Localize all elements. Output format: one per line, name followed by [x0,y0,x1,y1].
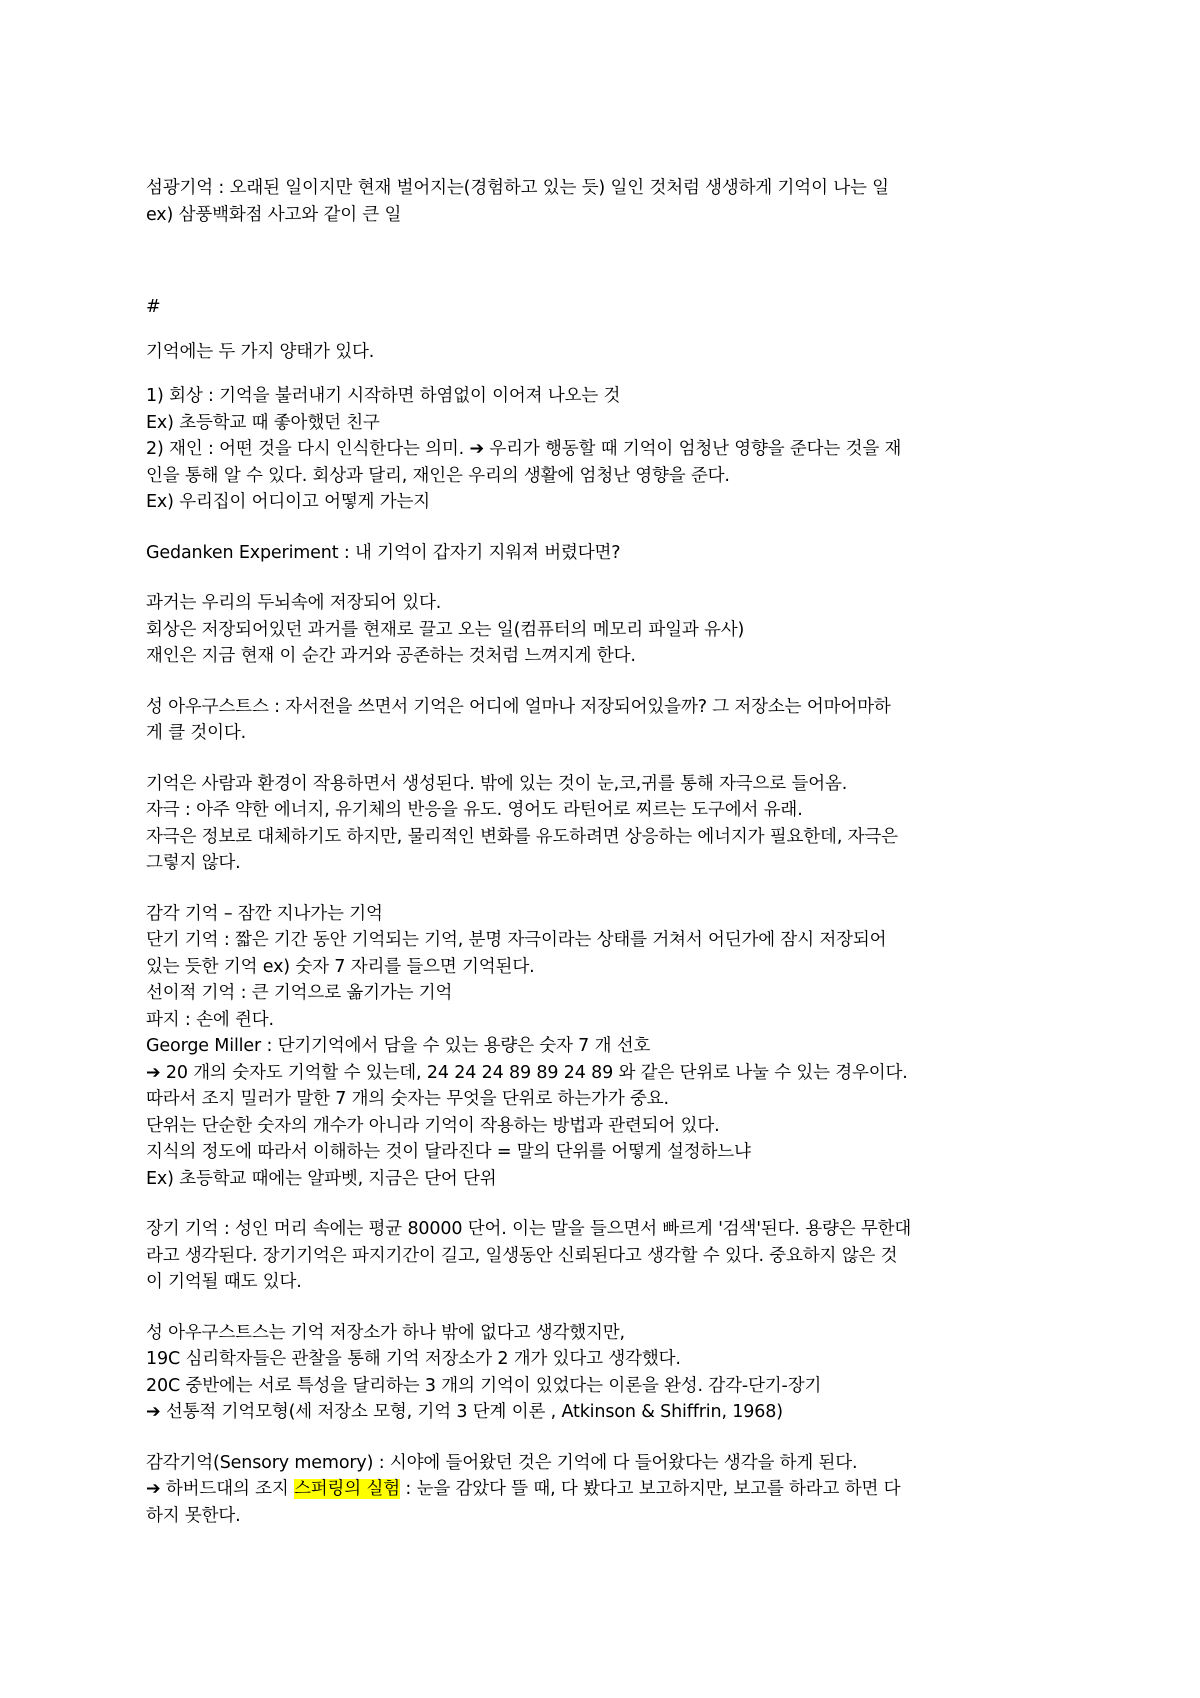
text-line: George Miller : 단기기억에서 담을 수 있는 용량은 숫자 7 개 선호 [146,1036,651,1056]
paragraph-memory-model-history [146,1320,1080,1426]
text-line: 선이적 기억 : 큰 기억으로 옮기가는 기억 [146,983,453,1003]
text-fragment: ➔ 하버드대의 조지 [146,1479,295,1499]
text-line: 기억에는 두 가지 양태가 있다. [146,341,375,362]
text-line: 섬광기억 : 오래된 일이지만 현재 벌어지는(경험하고 있는 듯) 일인 것처럼 생생하게 기억이 나는 일 [146,178,889,198]
text-line: 인을 통해 알 수 있다. 회상과 달리, 재인은 우리의 생활에 엄청난 영향을 준다. [146,465,730,486]
text-line: 20C 중반에는 서로 특성을 달리하는 3 개의 기억이 있었다는 이론을 완성. 감각-단기-장기 [146,1375,822,1396]
text-line: 감각 기억 – 잠깐 지나가는 기억 [146,903,383,924]
text-line: 2) 재인 : 어떤 것을 다시 인식한다는 의미. ➔ 우리가 행동할 때 기억이 엄청난 영향을 준다는 것을 재 [146,439,902,459]
text-line: 지식의 정도에 따라서 이해하는 것이 달라진다 = 말의 단위를 어떻게 설정하느냐 [146,1142,751,1162]
text-line: 파지 : 손에 쥔다. [146,1009,274,1030]
text-line: 기억은 사람과 환경이 작용하면서 생성된다. 밖에 있는 것이 눈,코,귀를 통해 자극으로 들어옴. [146,773,848,794]
paragraph-recall-recognition [146,383,1080,516]
paragraph-sensory-memory [146,1450,1080,1530]
text-line: Ex) 초등학교 때 좋아했던 친구 [146,412,380,433]
text-line: 자극은 정보로 대체하기도 하지만, 물리적인 변화를 유도하려면 상응하는 에너지가 필요한데, 자극은 [146,826,898,847]
text-line-with-highlight [146,1476,1080,1503]
text-line: 과거는 우리의 두뇌속에 저장되어 있다. [146,593,442,613]
text-line: ➔ 선통적 기억모형(세 저장소 모형, 기억 3 단계 이론 , Atkinson & Shiffrin, 1968) [146,1402,783,1422]
text-line: 이 기억될 때도 있다. [146,1272,302,1292]
text-line: Ex) 초등학교 때에는 알파벳, 지금은 단어 단위 [146,1168,497,1189]
text-line: ➔ 20 개의 숫자도 기억할 수 있는데, 24 24 24 89 89 24 89 와 같은 단위로 나눌 수 있는 경우이다. [146,1062,908,1083]
text-line: 회상은 저장되어있던 과거를 현재로 끌고 오는 일(컴퓨터의 메모리 파일과 유사) [146,619,745,640]
text-line: 19C 심리학자들은 관찰을 통해 기억 저장소가 2 개가 있다고 생각했다. [146,1349,681,1369]
text-line: ex) 삼풍백화점 사고와 같이 큰 일 [146,204,402,225]
highlighted-text: 스퍼링의 실험 [294,1479,400,1499]
text-fragment: : 눈을 감았다 뜰 때, 다 봤다고 보고하지만, 보고를 하라고 하면 다 [400,1479,901,1499]
paragraph-augustine [146,694,1080,747]
paragraph-short-term-memory [146,901,1080,1193]
paragraph-stimulus [146,771,1080,877]
text-line: 있는 듯한 기억 ex) 숫자 7 자리를 들으면 기억된다. [146,956,535,977]
text-line: 라고 생각된다. 장기기억은 파지기간이 길고, 일생동안 신뢰된다고 생각할 수 있다. 중요하지 않은 것 [146,1245,898,1266]
text-line: 장기 기억 : 성인 머리 속에는 평균 80000 단어. 이는 말을 들으면서 빠르게 '검색'된다. 용량은 무한대 [146,1219,912,1239]
text-line: Gedanken Experiment : 내 기억이 갑자기 지워져 버렸다면? [146,542,621,563]
text-line: 그렇지 않다. [146,853,241,873]
text-line: 감각기억(Sensory memory) : 시야에 들어왔던 것은 기억에 다 들어왔다는 생각을 하게 된다. [146,1452,858,1473]
text-line: 1) 회상 : 기억을 불러내기 시작하면 하염없이 이어져 나오는 것 [146,386,621,406]
text-line: 하지 못한다. [146,1505,241,1526]
text-line: 게 클 것이다. [146,723,247,743]
text-line: 성 아우구스트스 : 자서전을 쓰면서 기억은 어디에 얼마나 저장되어있을까? 그 저장소는 어마어마하 [146,696,891,717]
paragraph-flashbulb-memory [146,175,1080,228]
text-line: Ex) 우리집이 어디이고 어떻게 가는지 [146,492,431,512]
text-line: 재인은 지금 현재 이 순간 과거와 공존하는 것처럼 느껴지게 한다. [146,646,636,666]
paragraph-past-stored [146,590,1080,670]
text-line: 성 아우구스트스는 기억 저장소가 하나 밖에 없다고 생각했지만, [146,1322,625,1343]
text-line: 자극 : 아주 약한 에너지, 유기체의 반응을 유도. 영어도 라틴어로 찌르는 도구에서 유래. [146,800,803,820]
text-line: 단기 기억 : 짧은 기간 동안 기억되는 기억, 분명 자극이라는 상태를 거쳐서 어딘가에 잠시 저장되어 [146,930,887,950]
text-line: 단위는 단순한 숫자의 개수가 아니라 기억이 작용하는 방법과 관련되어 있다. [146,1115,720,1136]
paragraph-long-term-memory [146,1216,1080,1296]
text-line: 따라서 조지 밀러가 말한 7 개의 숫자는 무엇을 단위로 하는가가 중요. [146,1089,669,1109]
section-hash-mark: # [146,297,161,317]
